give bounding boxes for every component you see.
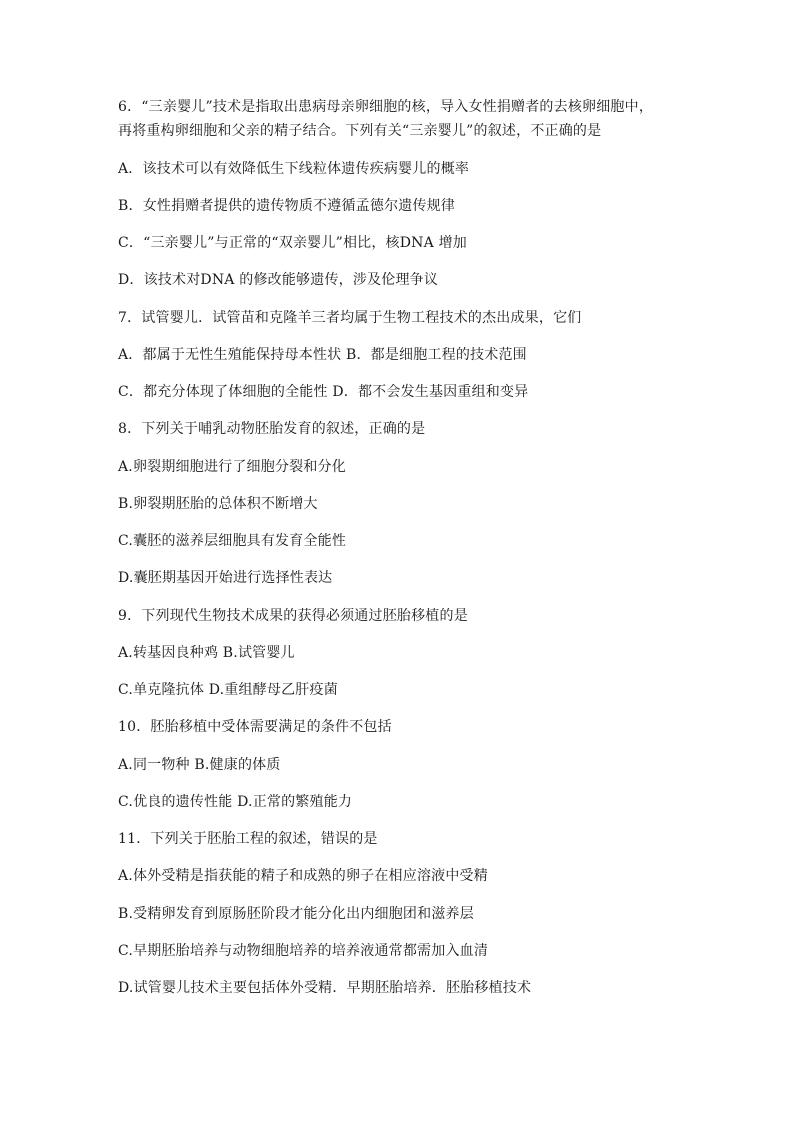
q9-options-ab: A.转基因良种鸡 B.试管婴儿	[118, 645, 295, 661]
q8-option-d: D.囊胚期基因开始进行选择性表达	[118, 570, 333, 586]
q8-stem: 8．下列关于哺乳动物胚胎发育的叙述，正确的是	[118, 421, 426, 437]
q8-option-b: B.卵裂期胚胎的总体积不断增大	[118, 496, 318, 512]
q6-option-c: C．“三亲婴儿”与正常的“双亲婴儿”相比，核DNA 增加	[118, 235, 467, 251]
q6-option-d: D．该技术对DNA 的修改能够遗传，涉及伦理争议	[118, 272, 439, 288]
q7-stem: 7．试管婴儿．试管苗和克隆羊三者均属于生物工程技术的杰出成果，它们	[118, 310, 582, 326]
q6-stem-line2: 再将重构卵细胞和父亲的精子结合。下列有关“三亲婴儿”的叙述，不正确的是	[118, 123, 602, 139]
q10-options-ab: A.同一物种 B.健康的体质	[118, 757, 281, 773]
q7-options-ab: A．都属于无性生殖能保持母本性状 B．都是细胞工程的技术范围	[118, 347, 527, 363]
q6-option-a: A．该技术可以有效降低生下线粒体遗传疾病婴儿的概率	[118, 161, 470, 177]
q10-stem: 10．胚胎移植中受体需要满足的条件不包括	[118, 719, 392, 735]
q6-stem-line1: 6．“三亲婴儿”技术是指取出患病母亲卵细胞的核，导入女性捐赠者的去核卵细胞中，	[118, 99, 654, 115]
q11-stem: 11．下列关于胚胎工程的叙述，错误的是	[118, 831, 378, 847]
q7-options-cd: C．都充分体现了体细胞的全能性 D．都不会发生基因重组和变异	[118, 384, 529, 400]
q6-option-b: B．女性捐赠者提供的遗传物质不遵循孟德尔遗传规律	[118, 198, 456, 214]
q9-options-cd: C.单克隆抗体 D.重组酵母乙肝疫菌	[118, 682, 338, 698]
q9-stem: 9．下列现代生物技术成果的获得必须通过胚胎移植的是	[118, 608, 468, 624]
q11-option-c: C.早期胚胎培养与动物细胞培养的培养液通常都需加入血清	[118, 943, 489, 959]
q11-option-d: D.试管婴儿技术主要包括体外受精．早期胚胎培养．胚胎移植技术	[118, 980, 532, 996]
q10-options-cd: C.优良的遗传性能 D.正常的繁殖能力	[118, 794, 353, 810]
q11-option-b: B.受精卵发育到原肠胚阶段才能分化出内细胞团和滋养层	[118, 906, 474, 922]
q8-option-c: C.囊胚的滋养层细胞具有发育全能性	[118, 533, 347, 549]
q8-option-a: A.卵裂期细胞进行了细胞分裂和分化	[118, 459, 346, 475]
q11-option-a: A.体外受精是指获能的精子和成熟的卵子在相应溶液中受精	[118, 868, 488, 884]
